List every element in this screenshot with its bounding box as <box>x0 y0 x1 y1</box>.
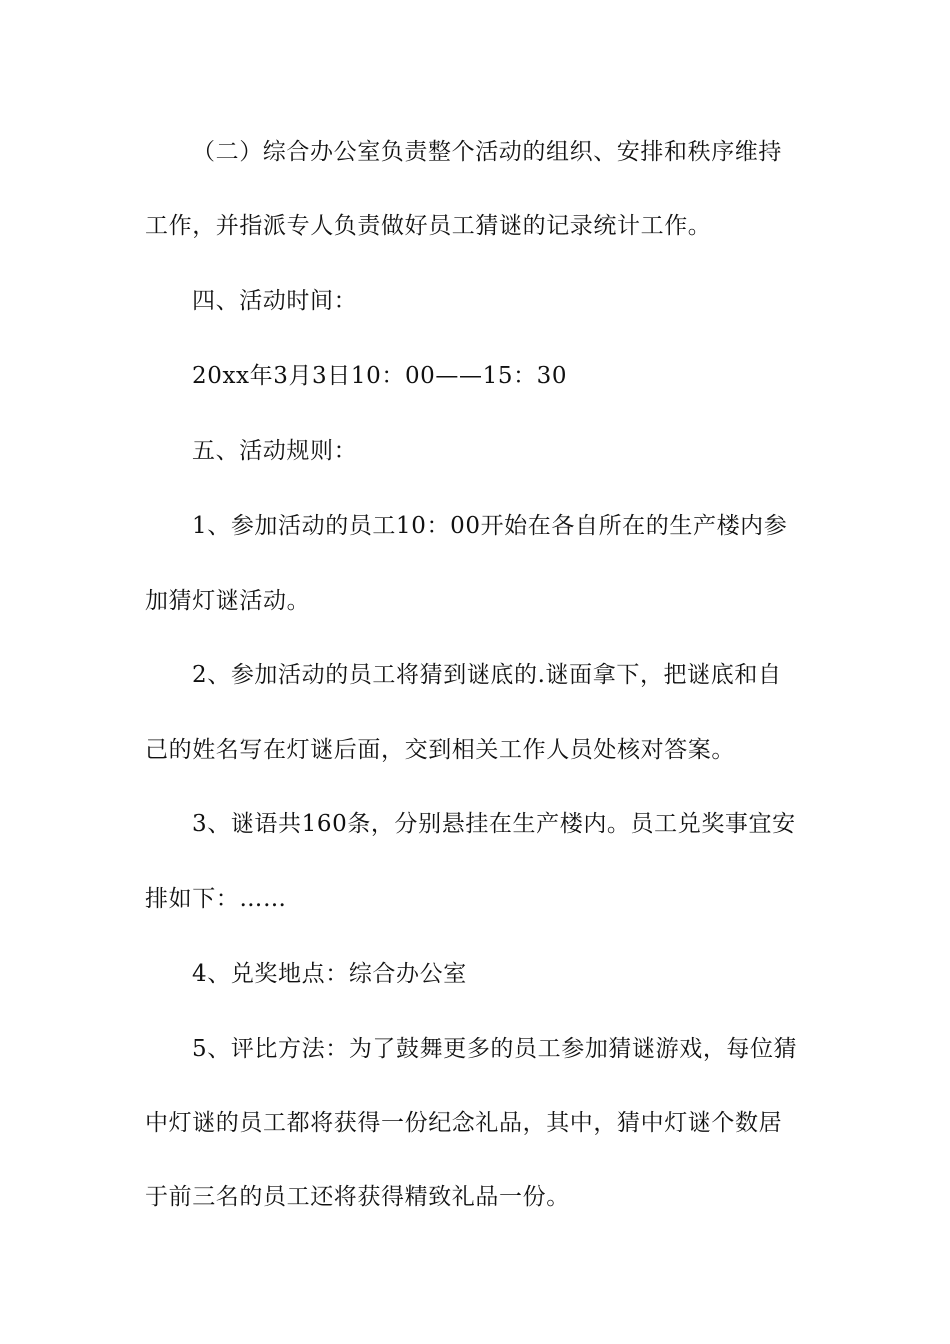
activity-time-value: 20xx年3月3日10：00——15：30 <box>192 363 568 389</box>
section-heading-activity-rules: 五、活动规则： <box>192 438 358 464</box>
paragraph-line-organization: （二）综合办公室负责整个活动的组织、安排和秩序维持 <box>192 139 782 165</box>
rule-5-line-cont-1: 中灯谜的员工都将获得一份纪念礼品，其中，猜中灯谜个数居 <box>145 1110 783 1136</box>
rule-5-line: 5、评比方法：为了鼓舞更多的员工参加猜谜游戏，每位猜 <box>192 1036 798 1062</box>
paragraph-line-organization-cont: 工作，并指派专人负责做好员工猜谜的记录统计工作。 <box>145 213 712 239</box>
rule-5-line-cont-2: 于前三名的员工还将获得精致礼品一份。 <box>145 1184 570 1210</box>
section-heading-activity-time: 四、活动时间： <box>192 288 358 314</box>
rule-4-line: 4、兑奖地点：综合办公室 <box>192 961 467 987</box>
rule-2-line: 2、参加活动的员工将猜到谜底的.谜面拿下，把谜底和自 <box>192 662 782 688</box>
rule-2-line-cont: 己的姓名写在灯谜后面，交到相关工作人员处核对答案。 <box>145 737 735 763</box>
rule-1-line-cont: 加猜灯谜活动。 <box>145 588 311 614</box>
rule-3-line-cont: 排如下：…… <box>145 886 287 912</box>
rule-3-line: 3、谜语共160条，分别悬挂在生产楼内。员工兑奖事宜安 <box>192 811 796 837</box>
rule-1-line: 1、参加活动的员工10：00开始在各自所在的生产楼内参 <box>192 513 788 539</box>
